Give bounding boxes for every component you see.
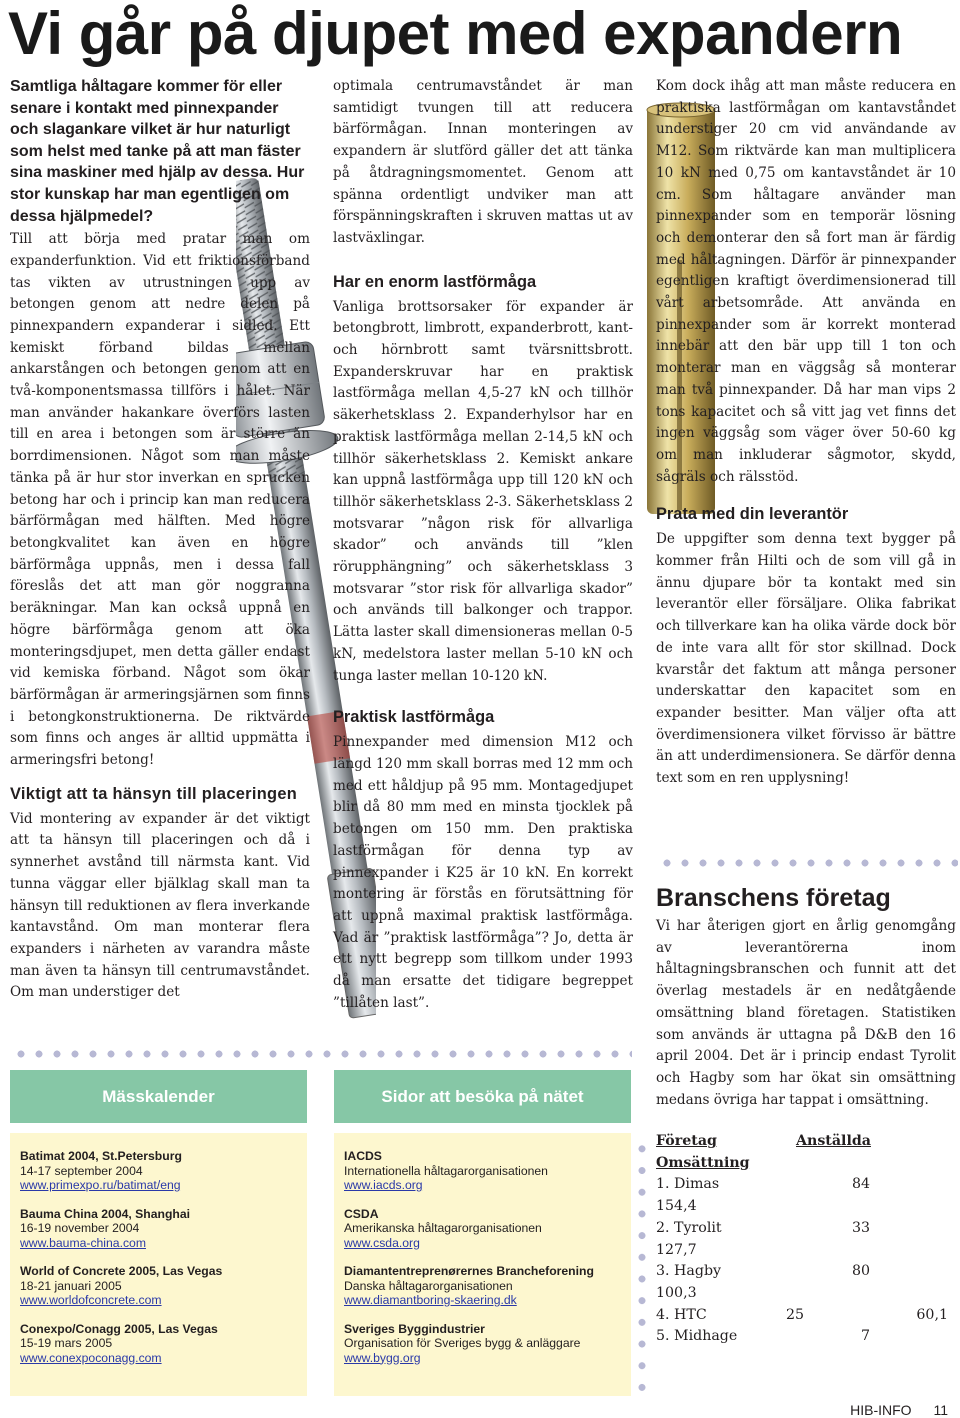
employee-count: 80: [851, 1263, 870, 1280]
column-2: [333, 76, 633, 1014]
site-description: Amerikanska håltagarorganisationen: [344, 1221, 542, 1235]
fair-link[interactable]: www.conexpoconagg.com: [20, 1350, 162, 1365]
intro-text: Samtliga håltagare kommer för eller senare i kontakt med pinnexpander och slagankare vilket är hur naturligt som helst med tanke på att man fäster sina maskiner med hjälp av dessa. Hur stor kunskap har man egentligen om dessa hjälpmedel?: [10, 78, 305, 225]
subheading-placement: Viktigt att ta hänsyn till placeringen: [10, 784, 298, 803]
employee-count: 7: [860, 1328, 870, 1345]
site-entry: [344, 1322, 631, 1366]
fair-date: 14-17 september 2004: [20, 1163, 143, 1178]
footer-label: HIB-INFO: [850, 1402, 912, 1418]
fair-title: Conexpo/Conagg 2005, Las Vegas: [20, 1321, 218, 1336]
fair-title: Bauma China 2004, Shanghai: [20, 1206, 191, 1221]
site-description: Danska håltagarorganisationen: [344, 1278, 513, 1293]
site-link[interactable]: www.bygg.org: [344, 1350, 421, 1365]
company-name: 1. Dimas: [656, 1176, 720, 1193]
fair-link[interactable]: www.bauma-china.com: [20, 1235, 146, 1250]
table-row: [656, 1174, 948, 1196]
dotted-divider-vertical: [636, 1138, 648, 1398]
site-title: IACDS: [344, 1149, 382, 1163]
body-text: Vanliga brottsorsaker för expander är betongbrott, limbrott, expanderbrott, kant- och hörnbrott samt tvärsnittsbrott. Expanderskruvar har en praktisk lastförmåga mellan 4,5-27 kN och tillhör säkerhetsklass 2. Expanderhylsor har en praktisk lastförmåga mellan 2-14,5 kN och tillhör säkerhetsklass 2. Kemiskt ankare kan uppnå lastförmåga upp till 120 kN och tillhör säkerhetsklass 2-3. Säkerhetsklass 2 motsvarar ”någon risk för allvarliga skador” och används till ”klen rörupphängning” och säkerhetsklass 3 motsvarar ”stor risk för allvarliga skador” och används till balkonger och trappor. Lätta laster skall dimensioneras mellan 0-5 kN, medelstora laster mellan 5-10 kN och tunga laster mellan 10-120 kN.: [333, 298, 633, 684]
fair-link[interactable]: www.primexpo.ru/batimat/eng: [20, 1178, 181, 1192]
turnover: 154,4: [656, 1198, 697, 1215]
table-row: [656, 1261, 948, 1283]
table-header-row: [656, 1131, 948, 1153]
site-entry: [344, 1264, 631, 1308]
table-row: [656, 1240, 948, 1262]
company-name: 5. Midhage: [656, 1328, 738, 1345]
fair-entry: [20, 1264, 307, 1308]
page-number: 11: [933, 1402, 948, 1418]
site-entry: [344, 1207, 631, 1251]
company-table: [656, 1131, 948, 1348]
site-description: Organisation för Sveriges bygg & anläggare: [344, 1336, 581, 1350]
table-row: [656, 1196, 948, 1218]
table-row: [656, 1283, 948, 1305]
employee-count: 33: [851, 1219, 870, 1236]
table-row: [656, 1218, 948, 1240]
table-header: Anställda: [796, 1133, 871, 1149]
table-header: Omsättning: [656, 1154, 750, 1171]
site-entry: [344, 1149, 631, 1193]
fair-link[interactable]: www.worldofconcrete.com: [20, 1293, 162, 1307]
headline: Vi går på djupet med expandern: [8, 0, 903, 67]
site-link[interactable]: www.iacds.org: [344, 1178, 423, 1192]
subheading-load-capacity: Har en enorm lastförmåga: [333, 272, 537, 291]
body-text: De uppgifter som denna text bygger på kommer från Hilti och de som vill gå in ännu djupare bör ta kontakt med sin leverantör eller försäljare. Olika fabrikat och tillverkare kan ha olika värde dock bör de inte vara allt för stor skillnad. Dock kvarstår det faktum att många personer underskattar den kapacitet som en expander besitter. Man väljer ofta att överdimensionera vilket förvisso är bättre än att underdimensionera. Se därför denna text som en ren upplysning!: [656, 531, 956, 787]
box-header-sites: Sidor att besöka på nätet: [334, 1070, 631, 1123]
dotted-divider: [12, 1048, 632, 1060]
turnover: 127,7: [656, 1241, 697, 1258]
fair-date: 16-19 november 2004: [20, 1221, 140, 1235]
table-header: Företag: [656, 1133, 717, 1149]
subheading-practical-load: Praktisk lastförmåga: [333, 708, 495, 727]
fair-entry: [20, 1149, 307, 1193]
dotted-divider: [658, 857, 958, 869]
body-text: Till att börja med pratar man om expanderfunktion. Vid ett friktionsförband tas vikten av utrustningen upp av betongen genom att nedre delen på pinnexpandern expanderar i sidled. Ett kemiskt förband bildas mellan ankarstången och betongen genom att en två-komponentsmassa tillförs i hålet. När man använder hakankare överförs lasten till en area i betongen som är större än borrdimensionen. Något som man måste tänka på är hur stor inverkan en sprucken betong har och i princip kan man reducera bärförmågan med hälften. Med högre betongkvalitet kan även en högre bärförmåga uppnås, men i dessa fall föreslås det att man gör noggranna beräkningar. Man kan också uppnå en högre bärförmåga genom att öka monteringsdjupet, men detta gäller endast vid kemiska förband. Något som ökar bärförmågan är armeringsjärnen som finns i betongkonstruktionerna. De riktvärde som finns och anges är alltid uppmätta i armeringsfri betong!: [10, 231, 310, 769]
column-3: [656, 76, 956, 790]
table-row: [656, 1305, 948, 1327]
turnover: 60,1: [916, 1306, 948, 1323]
box-header-fairs: Mässkalender: [10, 1070, 307, 1123]
body-text: Vi har återigen gjort en årlig genomgång av leverantörerna inom håltagningsbranschen och funnit att det överlag mestadels är en nedåtgående omsättning bland företagen. Statistiken som används är uttagna på D&B den 16 april 2004. Det är i princip endast Tyrolit och Hagby som har ökat sin omsättning medans övriga har tappat i omsättning.: [656, 918, 956, 1108]
company-name: 3. Hagby: [656, 1263, 722, 1280]
site-title: Sveriges Byggindustrier: [344, 1321, 485, 1336]
turnover: 100,3: [656, 1284, 697, 1301]
fair-entry: [20, 1322, 307, 1366]
site-description: Internationella håltagarorganisationen: [344, 1163, 548, 1178]
fair-title: World of Concrete 2005, Las Vegas: [20, 1264, 223, 1278]
body-text: Kom dock ihåg att man måste reducera en praktiska lastförmågan om kantavståndet understiger 20 cm vid användande av M12. Som riktvärde kan man multiplicera 10 kN med 0,75 om kantavståndet är 10 cm. Som håltagare använder man pinnexpander som en temporär lösning och demonterar den så fort man är färdig med håltagningen. Därför är pinnexpander egentligen kraftigt överdimensionerad till vårt arbetsområde. Att använda en pinnexpander som är korrekt monterad innebär att den bär upp till 1 ton och monterar man en väggsåg så monterar man två pinnexpander. Då har man vips 2 tons kapacitet och så vitt jag vet finns det ingen väggsåg som väger över 50-60 kg om man inkluderar sågmotor, skydd, sågräls och rälsstöd.: [656, 78, 956, 485]
company-name: 2. Tyrolit: [656, 1219, 722, 1236]
body-text: optimala centrumavståndet är man samtidigt tvungen till att reducera bärförmågan. Innan monteringen av expandern är slutförd gäller det att tänka på åtdragningsmomentet. Genom att spänna ordentligt undviker man att förspänningskraften i skruven mattas ut av lastväxlingar.: [333, 78, 633, 246]
subheading-supplier: Prata med din leverantör: [656, 505, 849, 524]
employee-count: 25: [786, 1306, 805, 1323]
fair-date: 18-21 januari 2005: [20, 1278, 122, 1293]
table-header-row: [656, 1153, 948, 1175]
body-text: Vid montering av expander är det viktigt att ta hänsyn till placeringen och då i synnerhet avstånd till närmsta kant. Vid tunna väggar eller bjälklag skall man ta hänsyn till reduktionen av flera inverkande kantavstånd. Om man monterar flera expanders i närheten av varandra måste man även ta hänsyn till centrumavståndet. Om man understiger det: [10, 810, 310, 1001]
page-footer: [850, 1402, 948, 1418]
section-title: Branschens företag: [656, 884, 891, 912]
site-title: CSDA: [344, 1206, 379, 1221]
section-branschens-foretag: [656, 884, 956, 1111]
table-row: [656, 1326, 948, 1348]
fair-date: 15-19 mars 2005: [20, 1336, 113, 1350]
site-link[interactable]: www.csda.org: [344, 1235, 420, 1250]
site-title: Diamantentreprenørernes Brancheforening: [344, 1264, 594, 1278]
fairs-box: [10, 1133, 307, 1396]
body-text: Pinnexpander med dimension M12 och längd 120 mm skall borras med 12 mm och med ett håldjup på 95 mm. Montagedjupet blir då 80 mm med en minsta tjocklek på betongen om 150 mm. Den praktiska lastförmågan för denna typ av pinnexpander i K25 är 10 kN. En korrekt montering är förstås en förutsättning för att uppnå maximal praktisk lastförmåga. Vad är ”praktisk lastförmåga”? Jo, detta är ett nytt begrepp som tillkom under 1993 då man ersatte det tidigare begreppet ”tillåten last”.: [333, 734, 633, 1011]
fair-title: Batimat 2004, St.Petersburg: [20, 1149, 182, 1163]
company-name: 4. HTC: [656, 1306, 707, 1323]
site-link[interactable]: www.diamantboring-skaering.dk: [344, 1293, 517, 1307]
column-1: [10, 76, 310, 1004]
fair-entry: [20, 1207, 307, 1251]
employee-count: 84: [851, 1176, 870, 1193]
sites-box: [334, 1133, 631, 1396]
